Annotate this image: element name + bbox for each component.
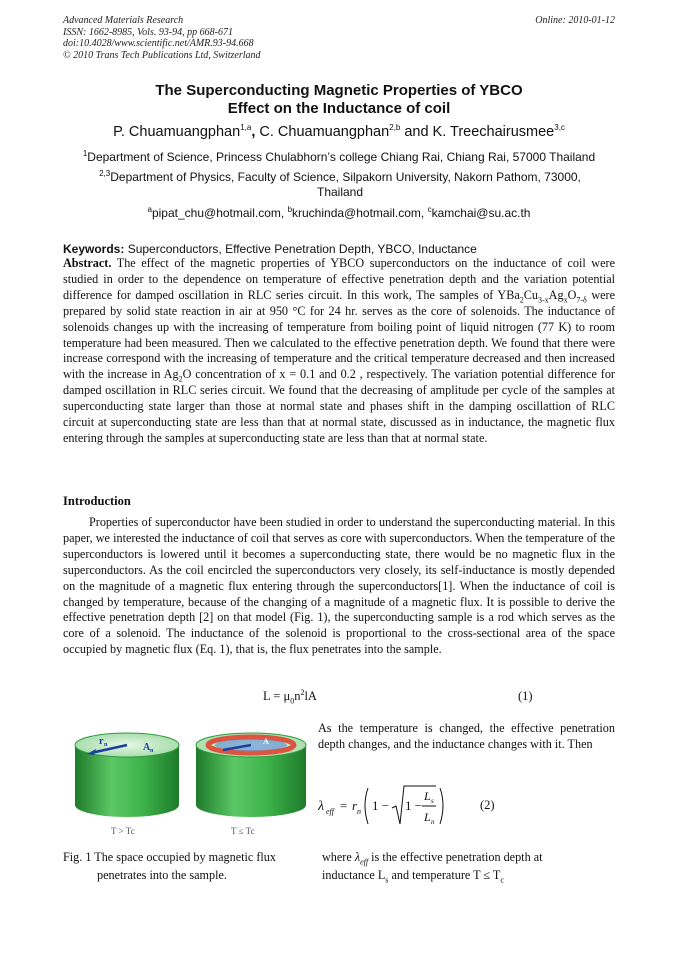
email-3[interactable]: kamchai@su.ac.th — [431, 206, 531, 220]
equation-2 — [318, 778, 615, 840]
email-1[interactable]: pipat_chu@hotmail.com, — [151, 206, 288, 220]
caption-line-1: Fig. 1 The space occupied by magnetic flux — [63, 850, 276, 864]
svg-text:n: n — [104, 742, 108, 748]
affiliation-2-sup: 2,3 — [99, 169, 111, 178]
figure-1-caption — [63, 848, 313, 884]
svg-text:A: A — [143, 742, 151, 753]
author-2-sup: 2,b — [389, 123, 401, 133]
author-and: and — [400, 124, 433, 140]
email-3-sup: c — [427, 205, 432, 214]
abstract-part-1: The effect of the magnetic properties of YBCO superconductors on the inductance of coil were studied in order to the dependence on temperature of effective penetration depth and the variation potential difference for damped oscillation in RLC series circuit. In this work, The samples of — [63, 256, 615, 302]
cylinder-normal-state — [75, 733, 179, 817]
svg-text:1 −: 1 − — [372, 798, 390, 813]
copyright: © 2010 Trans Tech Publications Ltd, Switzerland — [63, 49, 261, 61]
author-1-sup: 1,a — [240, 123, 252, 133]
journal-name: Advanced Materials Research — [63, 15, 184, 26]
author-2: C. Chuamuangphan — [259, 124, 390, 140]
where-text — [322, 848, 615, 884]
equation-1-formula: $L = \mu_0n^2lA$ — [263, 687, 317, 706]
where-line-1: where $\lambda_{eff}$ is the effective penetration depth at — [322, 850, 543, 867]
abstract-label: Abstract. — [63, 256, 112, 270]
affiliation-1-sup: 1 — [82, 149, 88, 158]
abstract-part-3: concentration of x = 0.1 and 0.2 , respectively. The variation potential difference for damped oscillation in RLC series circuit. We found that the decreasing of amplitude per cycle of the samples at superconducting state larger than those at normal state and phases shift in the damping oscillattion of RLC circuit at superconducting state are less than that at normal state, discussed as in inductance, the magnetic flux entering through the samples at superconducting state are less than that at normal state. — [63, 367, 615, 445]
svg-text:eff: eff — [326, 807, 334, 816]
email-1-sup: a — [147, 205, 152, 214]
journal-header — [63, 15, 261, 61]
email-2-sup: b — [287, 205, 293, 214]
author-list: P. Chuamuangphan$^{1,a}$, C. Chuamuangphan$^{2,b}$ and K. Treechairusmee$^{3,c}$ — [113, 123, 565, 140]
equation-2-formula — [318, 778, 615, 840]
figure-1-cylinders — [63, 722, 313, 842]
affiliation-1-text: Department of Science, Princess Chulabhorn’s college Chiang Rai, Chiang Rai, 57000 Thailand — [87, 150, 596, 164]
keywords-text: Superconductors, Effective Penetration Depth, YBCO, Inductance — [124, 242, 477, 256]
where-line-2: inductance $L_s$ and temperature $T \le T_c$ — [322, 868, 504, 885]
email-2[interactable]: kruchinda@hotmail.com, — [292, 206, 428, 220]
keywords-label: Keywords: — [63, 242, 125, 256]
author-1: P. Chuamuangphan — [113, 124, 241, 140]
caption-line-2: penetrates into the sample. — [97, 868, 227, 882]
svg-text:n: n — [431, 818, 435, 826]
cylinder-superconducting-state — [196, 733, 306, 817]
abstract-formula: $YBa_2Cu_{3-x}Ag_xO_{7-\delta}$ — [497, 287, 587, 305]
svg-text:=: = — [340, 798, 348, 813]
svg-text:r: r — [352, 798, 358, 813]
right-column-text: As the temperature is changed, the effective penetration depth changes, and the inductance changes with it. Then — [318, 721, 615, 751]
online-date: Online: 2010-01-12 — [535, 15, 615, 26]
keywords — [63, 242, 615, 256]
svg-text:L: L — [424, 810, 431, 824]
svg-text:s: s — [431, 797, 434, 805]
introduction-paragraph: Properties of superconductor have been studied in order to understand the superconducting material. In this paper, we interested the inductance of coil that serves as core with superconductors. When the temperature of the superconductors is lowered until it becomes a superconducting state, there would be no magnetic flux in the superconductors. As the coil encircled the superconductors very closely, its self-inductance is mostly depended on the magnitude of a magnetic flux entering through the superconductors[1]. When the inductance of coil is changed by temperature, because of the changing of a magnitude of a magnetic flux. It is possible to derive the effective penetration depth [2] on that model (Fig. 1), the superconducting sample is a rod which serves as the core of a solenoid. The inductance of the solenoid is proportional to the cross-sectional area of the space occupied by magnetic flux (Eq. 1), that is, the flux penetrates into the sample. — [63, 515, 615, 657]
label-t-less-equal-tc: T ≤ Tc — [231, 826, 255, 836]
equation-1-number: (1) — [518, 689, 533, 703]
svg-text:λ: λ — [318, 799, 325, 814]
issn: ISSN: 1662-8985, Vols. 93-94, pp 668-671 — [63, 26, 233, 38]
title-line-1: The Superconducting Magnetic Properties of YBCO — [155, 82, 523, 99]
svg-text:n: n — [150, 748, 154, 754]
section-heading-introduction: Introduction — [63, 494, 131, 508]
svg-text:1 −: 1 − — [405, 798, 423, 813]
author-3: K. Treechairusmee — [432, 124, 555, 140]
where-pre: where — [322, 850, 355, 864]
affiliation-1 — [63, 150, 615, 165]
affiliation-2 — [90, 170, 590, 200]
svg-text:L: L — [424, 789, 431, 803]
figure-1 — [63, 722, 313, 842]
email-line — [63, 206, 615, 221]
title-line-2: Effect on the Inductance of coil — [227, 100, 451, 117]
abstract — [63, 256, 615, 447]
label-t-greater-tc: T > Tc — [111, 826, 135, 836]
svg-text:n: n — [357, 807, 361, 816]
abstract-part-2: were prepared by solid state reaction in air at 950 °C for 24 hr. serves as the core of solenoids. The inductance of solenoids changes up with the increasing of temperature from boiling point of liquid nitrogen (77 K) to room temperature had been measured. Then we calculated to the effective penetration depth. We found that there were increase correspond with the increasing of temperature and the critical temperature decreased and then increased with the increase in — [63, 287, 615, 382]
author-3-sup: 3,c — [554, 123, 565, 133]
paper-title — [40, 82, 638, 118]
where-post: is the effective penetration depth at — [368, 850, 543, 864]
affiliation-2-text: Department of Physics, Faculty of Science, Silpakorn University, Nakorn Pathom, 73000, Thailand — [110, 170, 581, 199]
equation-2-number: (2) — [480, 798, 495, 812]
svg-text:A: A — [263, 737, 269, 746]
svg-text:r: r — [99, 736, 104, 747]
abstract-ag2o: $Ag_2O$ — [163, 367, 192, 384]
doi[interactable]: doi:10.4028/www.scientific.net/AMR.93-94.668 — [63, 38, 254, 49]
